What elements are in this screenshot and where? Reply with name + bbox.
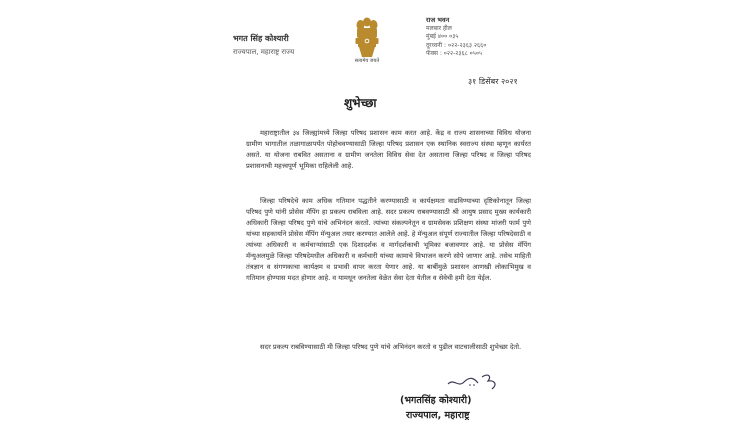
sender-name: भगत सिंह कोश्यारी [233, 34, 289, 43]
closing-name: (भगतसिंह कोश्यारी) [400, 395, 472, 406]
paragraph-text: महाराष्ट्रातील ३४ जिल्ह्यांमध्ये जिल्हा परिषद प्रशासन काम करत आहे. केंद्र व राज्य शासनाच्या विविध योजना ग्रामीण भागातील तळागाळापर्यंत पोहोचवण्यासाठी जिल्हा परिषद प्रशासन एक स्थानिक स्वराज्य संस्था म्हणून कार्यरत असते. या योजना राबवित असताना व ग्रामीण जनतेला विविध सेवा देत असताना जिल्हा परिषद व जिल्हा परिषद प्रशासनाची महत्त्वपूर्ण भूमिका राहिलेली आहे. [246, 129, 531, 170]
paragraph-text: सदर प्रकल्प राबविण्यासाठी मी जिल्हा परिषद पुणे यांचे अभिनंदन करतो व पुढील वाटचालीसाठी शुभेच्छा देतो. [260, 343, 522, 351]
letter-heading: शुभेच्छा [344, 96, 377, 110]
address-block [426, 16, 486, 59]
sender-title: राज्यपाल, महाराष्ट्र राज्य [233, 48, 295, 56]
closing-title: राज्यपाल, महाराष्ट्र [406, 410, 470, 421]
phone-line: दूरध्वनी : ०२२-२३६३ २६६० [426, 41, 487, 49]
paragraph-2 [246, 196, 531, 284]
address-line: मलबार हील [426, 24, 452, 32]
letter-date: ३१ डिसेंबर २०२१ [468, 77, 518, 86]
closing-block [400, 393, 471, 423]
paragraph-1 [246, 128, 531, 172]
paragraph-3 [246, 342, 531, 353]
address-line: राज भवन [426, 16, 450, 24]
fax-line: फॅक्स : ०२२-२३६८ ०५०५ [426, 50, 483, 57]
signature-icon [446, 368, 506, 392]
address-line: मुंबई ४०० ०३५ [426, 33, 459, 40]
handwritten-signature [446, 368, 506, 392]
lion-capital-icon [354, 16, 380, 58]
emblem-motto: सत्यमेव जयते [354, 58, 380, 64]
sender-block [233, 33, 294, 58]
paragraph-text: जिल्हा परिषदेचे काम अधिक गतिमान पद्धतीने करण्यासाठी व कार्यक्षमता वाढविण्याच्या दृष्टिकोनातून जिल्हा परिषद पुणे यांनी प्रोसेस मॅपिंग हा प्रकल्प राबविला आहे. सदर प्रकल्प राबवण्यासाठी श्री आयुष प्रसाद मुख्य कार्यकारी अधिकारी जिल्हा परिषद पुणे यांचे अभिनंदन करतो. त्यांच्या संकल्पनेतून व ग्रामसेवक प्रशिक्षण संस्था मांजरी फार्म पुणे यांच्या सहकार्याने प्रोसेस मॅपिंग मॅन्युअल तयार करण्यात आलेले आहे. हे मॅन्युअल संपूर्ण राज्यातील जिल्हा परिषदेसाठी व त्यांच्या अधिकारी व कर्मचाऱ्यांसाठी एक दिशादर्शक व मार्गदर्शकाची भूमिका बजावणार आहे. या प्रोसेस मॅपिंग मॅन्युअलमुळे जिल्हा परिषदेमधील अधिकारी व कर्मचारी यांच्या कामाचे विभाजन करणे सोपे जाणार आहे. तसेच माहिती तंत्रज्ञान व संगणकाचा कार्यक्षम व प्रभावी वापर करता येणार आहे. या बाबींमुळे प्रशासन आणखी लोकाभिमुख व गतिमान होण्यास मदत होणार आहे. व यामधून जनतेला वेळेत सेवा देता येतील व सेवेची हमी देता येईल. [246, 197, 531, 282]
national-emblem [349, 16, 385, 68]
